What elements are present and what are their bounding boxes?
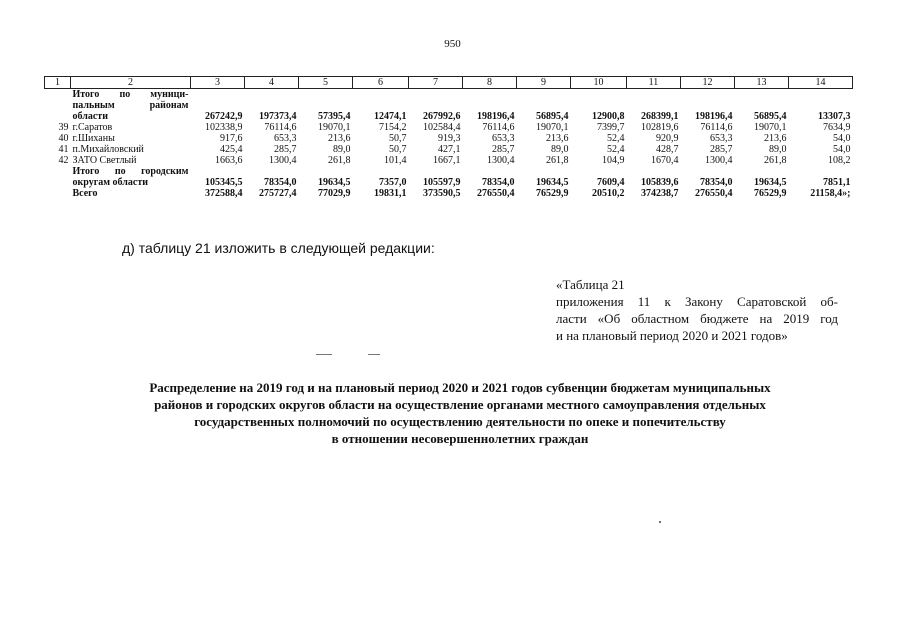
value-cell: 267992,6 [423, 111, 461, 122]
value-cell: 19070,1 [536, 122, 569, 133]
value-cell: 1300,4 [487, 155, 515, 166]
value-cell [463, 166, 517, 177]
value-cell: 285,7 [492, 144, 515, 155]
value-cell: 261,8 [546, 155, 569, 166]
table-row [45, 89, 853, 101]
column-header: 6 [353, 77, 409, 89]
value-cell [627, 166, 681, 177]
value-cell: 275727,4 [259, 188, 297, 199]
column-header: 4 [245, 77, 299, 89]
value-cell: 105839,6 [641, 177, 679, 188]
value-cell: 267242,9 [205, 111, 243, 122]
row-number: 40 [58, 133, 69, 144]
value-cell: 213,6 [764, 133, 787, 144]
row-label: Всего [72, 188, 98, 199]
table-caption [556, 276, 838, 344]
column-header: 2 [71, 77, 191, 89]
row-label: п.Михайловский [72, 144, 144, 155]
value-cell [191, 100, 245, 111]
value-cell: 52,4 [607, 133, 625, 144]
value-cell: 19634,5 [536, 177, 569, 188]
value-cell [517, 166, 571, 177]
value-cell [353, 89, 409, 101]
row-number [45, 166, 71, 177]
value-cell: 285,7 [710, 144, 733, 155]
value-cell [353, 166, 409, 177]
value-cell: 920,9 [656, 133, 679, 144]
column-header: 5 [299, 77, 353, 89]
value-cell: 108,2 [828, 155, 851, 166]
row-number: 39 [58, 122, 69, 133]
value-cell: 7399,7 [597, 122, 625, 133]
value-cell [245, 166, 299, 177]
value-cell: 7609,4 [597, 177, 625, 188]
value-cell: 198196,4 [477, 111, 515, 122]
heading-line: в отношении несовершеннолетних граждан [331, 431, 589, 446]
value-cell: 285,7 [274, 144, 297, 155]
table-row [45, 188, 853, 199]
value-cell: 373590,5 [423, 188, 461, 199]
value-cell: 89,0 [769, 144, 787, 155]
value-cell: 428,7 [656, 144, 679, 155]
value-cell: 919,3 [438, 133, 461, 144]
column-header: 3 [191, 77, 245, 89]
row-number [45, 188, 71, 199]
column-header: 10 [571, 77, 627, 89]
value-cell [735, 166, 789, 177]
value-cell: 19634,5 [754, 177, 787, 188]
value-cell: 89,0 [333, 144, 351, 155]
value-cell [517, 89, 571, 101]
value-cell: 12900,8 [592, 111, 625, 122]
column-header: 7 [409, 77, 463, 89]
value-cell [627, 89, 681, 101]
row-label: округам области [72, 177, 149, 188]
value-cell: 261,8 [328, 155, 351, 166]
value-cell: 78354,0 [264, 177, 297, 188]
column-header: 9 [517, 77, 571, 89]
value-cell: 917,6 [220, 133, 243, 144]
value-cell [299, 166, 353, 177]
row-number [45, 177, 71, 188]
value-cell: 57395,4 [318, 111, 351, 122]
value-cell [789, 100, 853, 111]
value-cell: 198196,4 [695, 111, 733, 122]
caption-line: «Таблица 21 [556, 277, 625, 292]
value-cell [789, 166, 853, 177]
value-cell: 50,7 [389, 133, 407, 144]
table-header-row [45, 77, 853, 89]
table-row [45, 166, 853, 177]
value-cell [245, 100, 299, 111]
value-cell: 7357,0 [379, 177, 407, 188]
column-header: 1 [45, 77, 71, 89]
value-cell [735, 89, 789, 101]
column-header: 12 [681, 77, 735, 89]
value-cell [191, 166, 245, 177]
value-cell [681, 100, 735, 111]
table-row [45, 122, 853, 133]
value-cell: 56895,4 [536, 111, 569, 122]
row-label: Итого по городским [72, 166, 189, 177]
value-cell [681, 89, 735, 101]
value-cell: 1300,4 [705, 155, 733, 166]
value-cell: 102584,4 [423, 122, 461, 133]
value-cell [571, 166, 627, 177]
table-row [45, 177, 853, 188]
row-label: г.Шиханы [72, 133, 115, 144]
value-cell [627, 100, 681, 111]
value-cell: 76529,9 [754, 188, 787, 199]
row-label: пальным районам [72, 100, 189, 111]
value-cell: 1300,4 [269, 155, 297, 166]
row-number [45, 89, 71, 101]
caption-line: ласти «Об областном бюджете на 2019 год [556, 311, 838, 326]
column-header: 13 [735, 77, 789, 89]
value-cell: 261,8 [764, 155, 787, 166]
value-cell [735, 100, 789, 111]
value-cell: 213,6 [546, 133, 569, 144]
heading-line: Распределение на 2019 год и на плановый период 2020 и 2021 годов субвенции бюджетам муниципальных [149, 380, 771, 395]
value-cell: 52,4 [607, 144, 625, 155]
value-cell [299, 100, 353, 111]
value-cell [409, 166, 463, 177]
value-cell [571, 100, 627, 111]
value-cell [681, 166, 735, 177]
value-cell: 76114,6 [482, 122, 515, 133]
value-cell: 104,9 [602, 155, 625, 166]
value-cell: 268399,1 [641, 111, 679, 122]
value-cell: 76114,6 [264, 122, 297, 133]
value-cell [191, 89, 245, 101]
value-cell: 54,0 [833, 133, 851, 144]
scan-speck [659, 521, 661, 523]
column-header: 14 [789, 77, 853, 89]
table-row [45, 133, 853, 144]
value-cell [517, 100, 571, 111]
value-cell: 19070,1 [754, 122, 787, 133]
dash-mark [316, 354, 332, 355]
value-cell: 102338,9 [205, 122, 243, 133]
caption-line: и на плановый период 2020 и 2021 годов» [556, 328, 788, 343]
value-cell: 105597,9 [423, 177, 461, 188]
row-number: 41 [58, 144, 69, 155]
value-cell: 276550,4 [477, 188, 515, 199]
caption-line: приложения 11 к Закону Саратовской об- [556, 294, 838, 309]
value-cell: 54,0 [833, 144, 851, 155]
value-cell [409, 89, 463, 101]
table-row [45, 111, 853, 122]
page-number: 950 [444, 38, 461, 50]
value-cell: 213,6 [328, 133, 351, 144]
row-number [45, 100, 71, 111]
heading-line: районов и городских округов области на осуществление органами местного самоуправления отдельных [154, 397, 766, 412]
value-cell [245, 89, 299, 101]
value-cell: 77029,9 [318, 188, 351, 199]
amendment-instruction: д) таблицу 21 изложить в следующей редакции: [122, 240, 435, 256]
value-cell: 101,4 [384, 155, 407, 166]
value-cell: 1670,4 [651, 155, 679, 166]
value-cell [353, 100, 409, 111]
value-cell: 276550,4 [695, 188, 733, 199]
value-cell [463, 100, 517, 111]
value-cell: 105345,5 [205, 177, 243, 188]
row-label: области [72, 111, 108, 122]
value-cell [463, 89, 517, 101]
value-cell: 19070,1 [318, 122, 351, 133]
value-cell: 7154,2 [379, 122, 407, 133]
value-cell [299, 89, 353, 101]
table-row [45, 144, 853, 155]
table-row [45, 155, 853, 166]
value-cell: 76529,9 [536, 188, 569, 199]
table-body [45, 89, 853, 200]
value-cell: 19634,5 [318, 177, 351, 188]
value-cell: 102819,6 [641, 122, 679, 133]
row-number: 42 [58, 155, 69, 166]
value-cell: 78354,0 [700, 177, 733, 188]
value-cell: 372588,4 [205, 188, 243, 199]
value-cell: 56895,4 [754, 111, 787, 122]
value-cell: 374238,7 [641, 188, 679, 199]
budget-table [44, 76, 853, 199]
value-cell [409, 100, 463, 111]
row-label: г.Саратов [72, 122, 113, 133]
value-cell: 1663,6 [215, 155, 243, 166]
document-heading [80, 379, 840, 447]
dash-mark [368, 354, 380, 355]
value-cell: 425,4 [220, 144, 243, 155]
value-cell: 13307,3 [818, 111, 851, 122]
value-cell [571, 89, 627, 101]
row-label: Итого по муници- [72, 89, 189, 100]
row-label: ЗАТО Светлый [72, 155, 137, 166]
row-number [45, 111, 71, 122]
value-cell: 653,3 [710, 133, 733, 144]
value-cell: 12474,1 [374, 111, 407, 122]
column-header: 8 [463, 77, 517, 89]
value-cell: 653,3 [274, 133, 297, 144]
value-cell: 50,7 [389, 144, 407, 155]
heading-line: государственных полномочий по осуществлению деятельности по опеке и попечительству [194, 414, 726, 429]
value-cell: 21158,4»; [810, 188, 851, 199]
value-cell [789, 89, 853, 101]
table-row [45, 100, 853, 111]
value-cell: 7634,9 [823, 122, 851, 133]
value-cell: 427,1 [438, 144, 461, 155]
value-cell: 89,0 [551, 144, 569, 155]
value-cell: 19831,1 [374, 188, 407, 199]
value-cell: 653,3 [492, 133, 515, 144]
value-cell: 76114,6 [700, 122, 733, 133]
value-cell: 20510,2 [592, 188, 625, 199]
value-cell: 78354,0 [482, 177, 515, 188]
value-cell: 7851,1 [823, 177, 851, 188]
value-cell: 197373,4 [259, 111, 297, 122]
value-cell: 1667,1 [433, 155, 461, 166]
column-header: 11 [627, 77, 681, 89]
